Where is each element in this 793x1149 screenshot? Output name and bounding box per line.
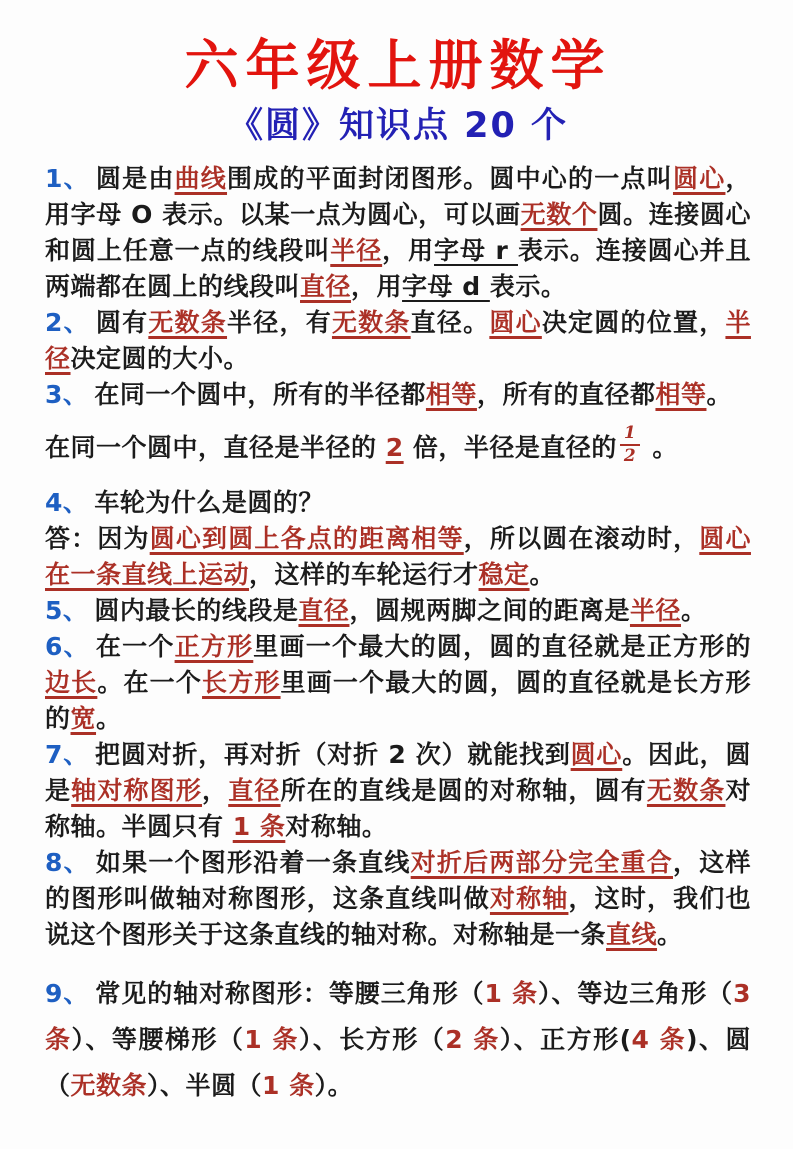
item-number: 5、	[45, 596, 89, 625]
fraction	[620, 425, 640, 465]
item-number: 1、	[45, 164, 90, 193]
text-run: 正方形	[174, 632, 254, 661]
text-run: 。	[529, 560, 556, 589]
text-run: 圆内最长的线段是	[94, 596, 299, 625]
text-run: ）。	[314, 1071, 354, 1100]
text-run: 车轮为什么是圆的？	[94, 488, 324, 517]
text-run: 无数条	[331, 308, 411, 337]
text-run: ，用	[351, 272, 403, 301]
text-run: 直径	[298, 596, 350, 625]
text-run: ，这时，我们也说这个图形关于这条直线的轴对称。对称轴是一条	[45, 884, 751, 949]
fraction-denominator: 2	[623, 446, 637, 466]
text-run: 长方形	[202, 668, 281, 697]
text-run: ，圆规两脚之间的距离是	[349, 596, 630, 625]
text-run: 字母 r	[434, 236, 518, 265]
text-run: ）、长方形（	[298, 1025, 446, 1054]
text-run: 圆心到圆上各点的距离相等	[149, 524, 464, 553]
paragraph	[45, 485, 751, 521]
text-run: 。	[657, 920, 683, 949]
text-run: 曲线	[174, 164, 228, 193]
text-run: 在同一个圆中，直径是半径的	[45, 433, 386, 462]
text-run: 半径	[330, 236, 383, 265]
text-run: 如果一个图形沿着一条直线	[95, 848, 411, 877]
text-run: ，这样的图形叫做轴对称图形，这条直线叫做	[45, 848, 751, 913]
text-run: 1 条	[232, 812, 286, 841]
text-run: 1 条	[244, 1025, 299, 1054]
text-run: 直径	[300, 272, 352, 301]
page-title: 六年级上册数学	[184, 33, 612, 97]
text-run: 表示。连接圆心并且两端都在圆上的线段叫	[45, 236, 751, 301]
item-number: 4、	[45, 488, 89, 517]
text-run: 无数条	[70, 1071, 148, 1100]
text-run: 圆心	[672, 164, 726, 193]
text-run: 直线	[606, 920, 658, 949]
text-run: 。	[96, 704, 122, 733]
text-run: 表示。	[489, 272, 567, 301]
text-run: 边长	[45, 668, 98, 697]
text-run: 圆心	[570, 740, 623, 769]
paragraph	[45, 845, 751, 953]
text-run: ，所有的直径都	[476, 380, 656, 409]
text-run: 对称轴。	[285, 812, 388, 841]
text-run: 在一个	[95, 632, 175, 661]
text-run: 半径	[629, 596, 681, 625]
text-run: 字母 d	[402, 272, 490, 301]
text-run: ，用	[382, 236, 435, 265]
text-run: 所在的直线是圆的对称轴，圆有	[280, 776, 647, 805]
paragraph	[45, 423, 751, 469]
text-run: ，	[202, 776, 229, 805]
paragraph	[45, 305, 751, 377]
text-run: 相等	[425, 380, 477, 409]
text-run: ，这样的车轮运行才	[249, 560, 479, 589]
text-run: 。因此，圆是	[45, 740, 751, 805]
text-run: 1 条	[484, 979, 538, 1008]
text-run: 。	[643, 433, 678, 462]
item-number: 8、	[45, 848, 90, 877]
content	[45, 161, 751, 1109]
text-run: 圆心	[489, 308, 542, 337]
text-run: 对折后两部分完全重合	[410, 848, 673, 877]
text-run: ）、等边三角形（	[538, 979, 734, 1008]
item-number: 7、	[45, 740, 90, 769]
item-number: 9、	[45, 979, 90, 1008]
text-run: 。在一个	[97, 668, 203, 697]
text-run: 无数条	[646, 776, 726, 805]
text-run: 半径，有	[227, 308, 332, 337]
item-number: 2、	[45, 308, 90, 337]
text-run: 无数个	[520, 200, 598, 229]
text-run: 2 条	[445, 1025, 500, 1054]
text-run: ，用字母 O 表示。以某一点为圆心，可以画	[45, 164, 751, 229]
text-run: 里画一个最大的圆，圆的直径就是长方形的	[45, 668, 751, 733]
paragraph	[45, 521, 751, 593]
text-run: 对称轴	[489, 884, 569, 913]
text-run: 4 条	[631, 1025, 687, 1054]
text-run: 倍，半径是直径的	[403, 433, 617, 462]
text-run: 相等	[655, 380, 707, 409]
paragraph	[45, 593, 751, 629]
text-run: 。	[706, 380, 732, 409]
text-run: 答：因为	[45, 524, 150, 553]
text-run: 1 条	[262, 1071, 315, 1100]
item-number: 6、	[45, 632, 90, 661]
text-run: 圆心在一条直线上运动	[45, 524, 751, 589]
text-run: ，所以圆在滚动时，	[463, 524, 700, 553]
text-run: 决定圆的大小。	[70, 344, 250, 373]
paragraph	[45, 161, 751, 305]
text-run: 半径	[45, 308, 751, 373]
paragraph	[45, 377, 751, 413]
text-run: 轴对称图形	[71, 776, 203, 805]
text-run: 决定圆的位置，	[541, 308, 726, 337]
text-run: 把圆对折，再对折（对折 2 次）就能找到	[95, 740, 571, 769]
text-run: 2	[385, 433, 404, 462]
text-run: 直径	[228, 776, 281, 805]
text-run: 稳定	[478, 560, 530, 589]
item-number: 3、	[45, 380, 89, 409]
page-subtitle: 《圆》知识点 20 个	[227, 105, 569, 146]
paragraph	[45, 629, 751, 737]
text-run: 3 条	[45, 979, 751, 1054]
text-run: ）、半圆（	[147, 1071, 263, 1100]
text-run: 圆。连接圆心和圆上任意一点的线段叫	[45, 200, 751, 265]
text-run: ）、正方形(	[499, 1025, 632, 1054]
paragraph	[45, 737, 751, 845]
text-run: 直径。	[410, 308, 490, 337]
fraction-numerator: 1	[620, 425, 640, 446]
text-run: ）、等腰梯形（	[71, 1025, 245, 1054]
text-run: 围成的平面封闭图形。圆中心的一点叫	[227, 164, 673, 193]
text-run: 。	[680, 596, 707, 625]
text-run: 圆是由	[95, 164, 175, 193]
text-run: 圆有	[95, 308, 149, 337]
text-run: 宽	[70, 704, 97, 733]
paragraph	[45, 971, 751, 1109]
text-run: 常见的轴对称图形：等腰三角形（	[95, 979, 485, 1008]
text-run: 对称轴。半圆只有	[45, 776, 751, 841]
text-run: )、圆（	[45, 1025, 751, 1100]
text-run: 里画一个最大的圆，圆的直径就是正方形的	[253, 632, 751, 661]
text-run: 无数条	[148, 308, 228, 337]
text-run: 在同一个圆中，所有的半径都	[94, 380, 426, 409]
